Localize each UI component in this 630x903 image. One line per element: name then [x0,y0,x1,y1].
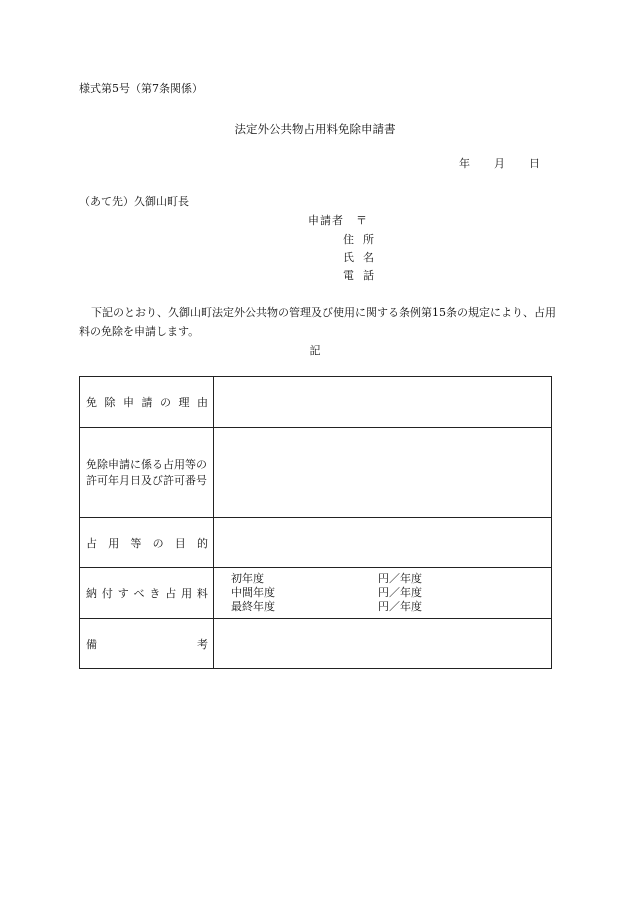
fee-unit-label: 円／年度 [378,600,422,613]
reason-label [80,377,214,428]
reason-row [80,377,552,428]
fee-year-label: 中間年度 [231,586,275,599]
reason-label-char: 由 [197,396,208,409]
notes-label-char: 備 [86,637,97,651]
purpose-input-cell[interactable] [214,518,552,568]
applicant-label: 申請者 [308,214,344,227]
fee-label-char: き [149,587,161,600]
purpose-label-char: 目 [174,536,186,550]
form-number: 様式第5号（第7条関係） [79,82,203,95]
fee-label-char: 付 [101,587,113,600]
permit-input-cell[interactable] [214,428,552,518]
fee-line-middle-year [231,586,551,600]
purpose-label-char: 的 [196,536,208,550]
postal-mark: 〒 [356,214,367,227]
purpose-label-char: の [152,536,164,550]
purpose-label-char: 等 [130,536,142,550]
notes-label [80,619,214,669]
body-text: 下記のとおり、久御山町法定外公共物の管理及び使用に関する条例第15条の規定により、占用料の免除を申請します。 [79,306,556,338]
reason-label-char: 理 [178,396,190,409]
fee-line-first-year [231,572,551,586]
phone-label: 電話 [343,269,383,282]
date-year-label: 年 [459,157,470,170]
fee-label-char: す [117,587,129,600]
fee-line-final-year [231,600,551,614]
application-table [79,376,552,669]
purpose-label-char: 用 [108,536,120,550]
name-label: 氏名 [343,251,383,264]
fee-label [80,568,214,619]
fee-input-cell[interactable] [214,568,552,619]
date-day-label: 日 [529,157,540,170]
fee-year-label: 初年度 [231,572,264,585]
permit-label [80,428,214,518]
reason-label-char: 除 [104,396,116,409]
fee-label-char: 納 [86,587,97,600]
fee-row [80,568,552,619]
notes-input-cell[interactable] [214,619,552,669]
fee-label-char: べ [133,587,145,600]
notes-row [80,619,552,669]
permit-label-text: 免除申請に係る占用等の許可年月日及び許可番号 [86,457,207,487]
reason-label-char: 免 [86,396,97,409]
permit-row [80,428,552,518]
fee-year-label: 最終年度 [231,600,275,613]
purpose-label-char: 占 [86,536,97,550]
reason-input-cell[interactable] [214,377,552,428]
purpose-row [80,518,552,568]
reason-label-char: 請 [141,396,153,409]
purpose-label [80,518,214,568]
fee-label-char: 料 [196,587,208,600]
date-month-label: 月 [494,157,505,170]
addressee: （あて先）久御山町長 [79,195,189,208]
ki-heading: 記 [309,344,321,357]
document-title: 法定外公共物占用料免除申請書 [234,122,396,136]
address-label: 住所 [343,233,383,246]
fee-unit-label: 円／年度 [378,572,422,585]
notes-label-char: 考 [197,637,208,651]
fee-unit-label: 円／年度 [378,586,422,599]
reason-label-char: の [160,396,171,409]
reason-label-char: 申 [123,396,134,409]
fee-label-char: 用 [181,587,193,600]
fee-label-char: 占 [165,587,177,600]
